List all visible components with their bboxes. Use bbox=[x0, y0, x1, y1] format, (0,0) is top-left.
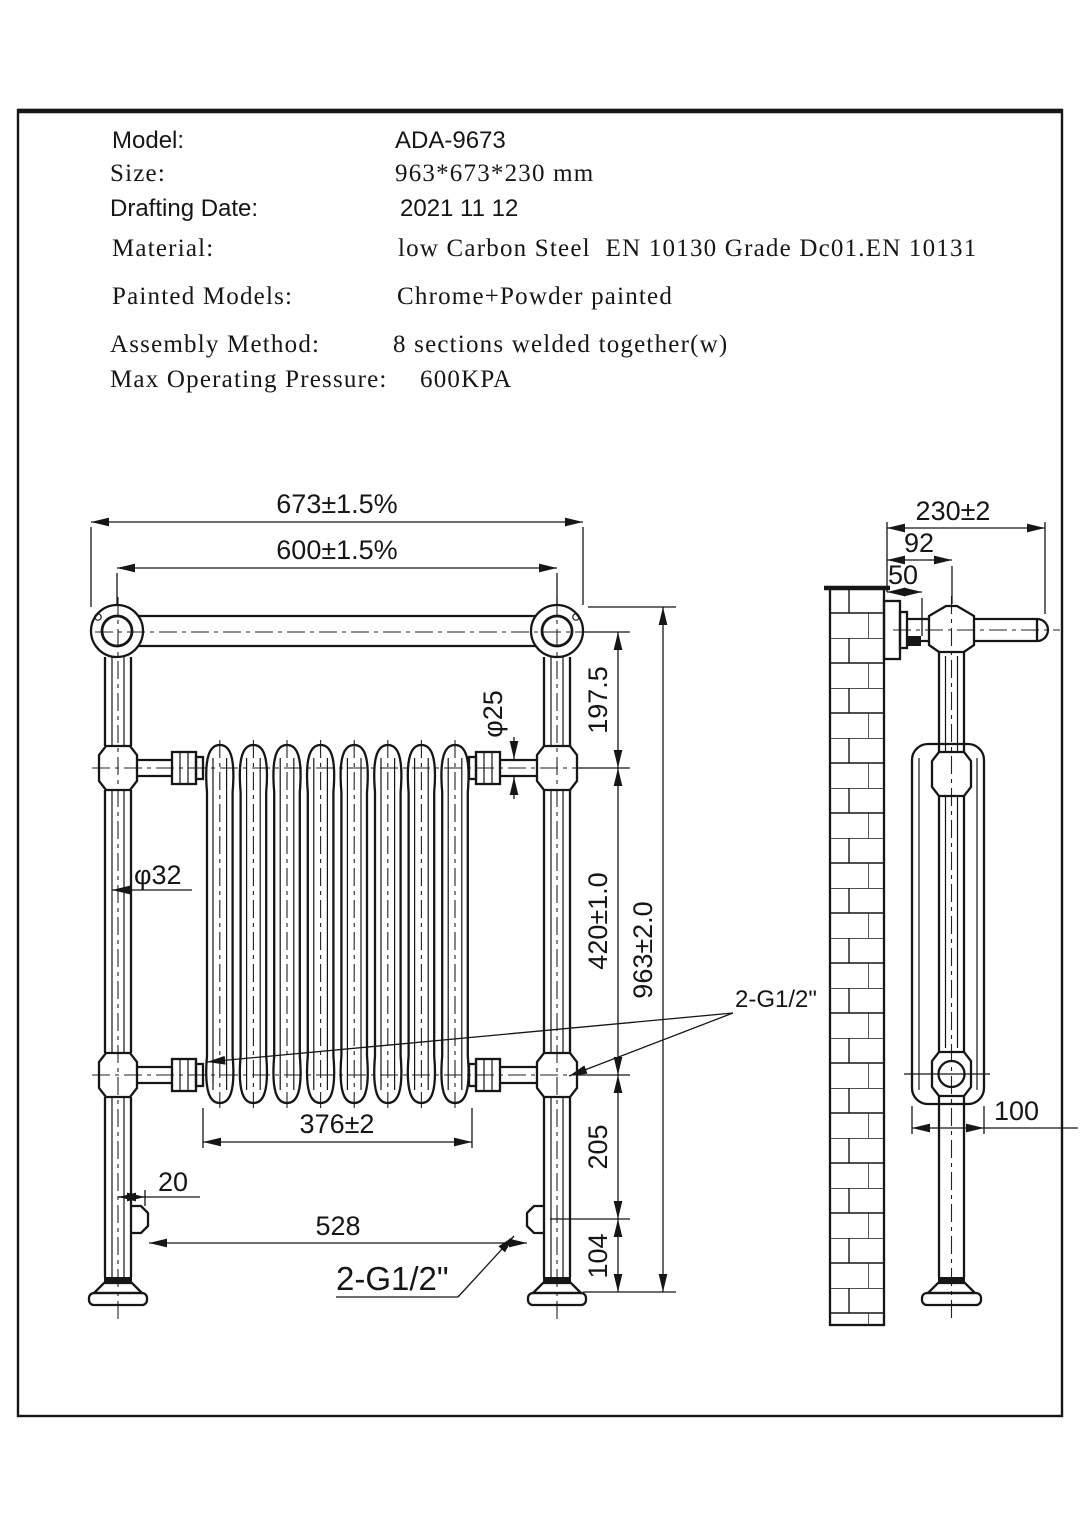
dim-valve-to-floor: 104 bbox=[583, 1233, 613, 1279]
dim-bar-centers: 600±1.5% bbox=[276, 535, 398, 565]
front-view bbox=[89, 489, 817, 1322]
left-foot-collar bbox=[104, 1277, 132, 1283]
towel-bar bbox=[139, 616, 535, 646]
label-connections-top: 2-G1/2" bbox=[735, 986, 817, 1013]
dim-core-depth: 100 bbox=[994, 1096, 1040, 1126]
wall-section bbox=[830, 588, 884, 1325]
size-value: 963*673*230 mm bbox=[395, 160, 595, 187]
dim-pipe-dia-leg: φ32 bbox=[134, 860, 182, 890]
front-geometry bbox=[89, 605, 586, 1305]
right-foot-collar bbox=[543, 1277, 571, 1283]
painted-models-label: Painted Models: bbox=[112, 283, 294, 310]
dim-wall-to-bracket: 50 bbox=[887, 560, 919, 590]
dim-pipe-dia-small: φ25 bbox=[478, 690, 508, 738]
painted-models-value: Chrome+Powder painted bbox=[397, 283, 674, 310]
right-valve bbox=[527, 1206, 544, 1233]
left-flange bbox=[91, 605, 143, 657]
label-connections-bottom: 2-G1/2" bbox=[336, 1260, 449, 1297]
dim-core-width: 376±2 bbox=[299, 1109, 375, 1139]
max-pressure-value: 600KPA bbox=[420, 366, 513, 393]
side-inner-lines bbox=[904, 656, 990, 1090]
dim-overall-height: 963±2.0 bbox=[628, 901, 658, 999]
left-valve bbox=[131, 1206, 148, 1233]
drafting-date-label: Drafting Date: bbox=[110, 195, 259, 222]
dim-valve-offset: 20 bbox=[158, 1167, 189, 1197]
side-view bbox=[824, 496, 1078, 1325]
side-foot-collar bbox=[938, 1277, 965, 1283]
bracket-bolt-icon bbox=[907, 636, 921, 646]
assembly-method-value: 8 sections welded together(w) bbox=[393, 331, 729, 358]
title-block bbox=[110, 127, 977, 393]
side-dimensions bbox=[887, 522, 1078, 1134]
side-towel-bar bbox=[974, 619, 1048, 641]
size-label: Size: bbox=[110, 160, 166, 187]
side-geometry bbox=[824, 588, 1048, 1325]
dim-valve-span: 528 bbox=[315, 1211, 361, 1241]
dim-overall-width: 673±1.5% bbox=[276, 489, 398, 519]
model-value: ADA-9673 bbox=[395, 127, 506, 154]
drafting-date-value: 2021 11 12 bbox=[400, 195, 519, 222]
dim-wall-to-pipe: 92 bbox=[903, 528, 935, 558]
dim-core-to-valve: 205 bbox=[583, 1124, 613, 1170]
leader-line bbox=[207, 1013, 733, 1062]
dim-bar-to-core: 197.5 bbox=[583, 666, 613, 734]
connector-pipes bbox=[137, 760, 537, 1083]
side-radiator-core bbox=[912, 744, 984, 1104]
material-value: low Carbon Steel EN 10130 Grade Dc01.EN 10131 bbox=[398, 235, 978, 262]
dim-overall-depth: 230±2 bbox=[915, 496, 991, 526]
material-label: Material: bbox=[112, 235, 215, 262]
max-pressure-label: Max Operating Pressure: bbox=[110, 366, 388, 393]
assembly-method-label: Assembly Method: bbox=[110, 331, 321, 358]
leader-line bbox=[569, 1013, 733, 1076]
model-label: Model: bbox=[112, 127, 185, 154]
dim-core-height: 420±1.0 bbox=[583, 872, 613, 970]
leader-line bbox=[458, 1236, 514, 1297]
